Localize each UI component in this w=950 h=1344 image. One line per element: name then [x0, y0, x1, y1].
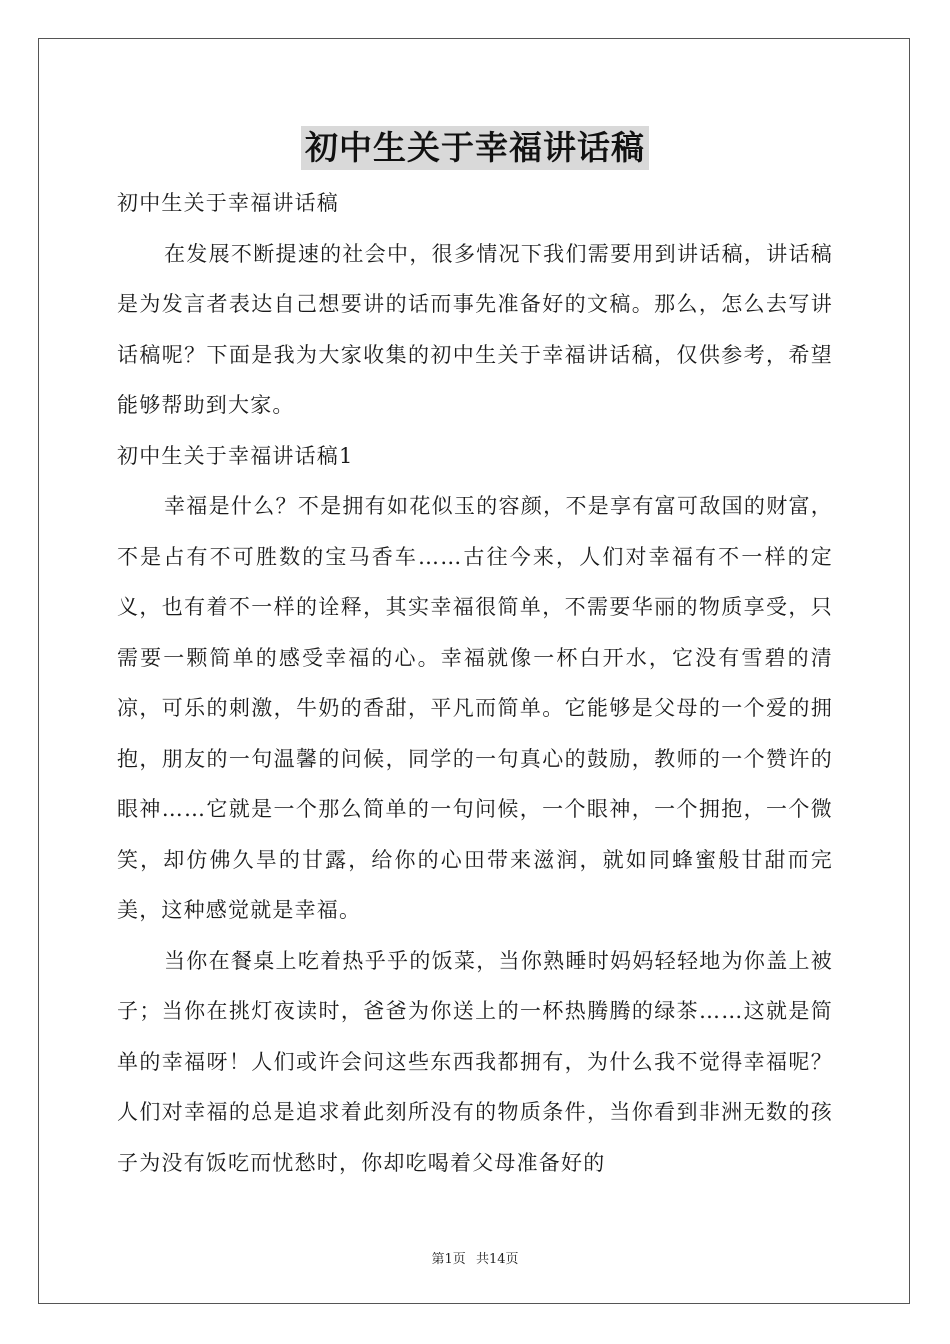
document-subtitle: 初中生关于幸福讲话稿	[117, 191, 339, 215]
page-footer	[0, 1248, 950, 1267]
intro-paragraph: 在发展不断提速的社会中，很多情况下我们需要用到讲话稿，讲话稿是为发言者表达自己想要讲的话而事先准备好的文稿。那么，怎么去写讲话稿呢？下面是我为大家收集的初中生关于幸福讲话稿，仅供参考，希望能够帮助到大家。	[117, 241, 833, 417]
document-title-container	[0, 126, 950, 170]
body-paragraph-1: 幸福是什么？不是拥有如花似玉的容颜，不是享有富可敌国的财富，不是占有不可胜数的宝马香车……古往今来，人们对幸福有不一样的定义，也有着不一样的诠释，其实幸福很简单，不需要华丽的物质享受，只需要一颗简单的感受幸福的心。幸福就像一杯白开水，它没有雪碧的清凉，可乐的刺激，牛奶的香甜，平凡而简单。它能够是父母的一个爱的拥抱，朋友的一句温馨的问候，同学的一句真心的鼓励，教师的一个赞许的眼神……它就是一个那么简单的一句问候，一个眼神，一个拥抱，一个微笑，却仿佛久旱的甘露，给你的心田带来滋润，就如同蜂蜜般甘甜而完美，这种感觉就是幸福。	[117, 494, 833, 922]
body-paragraph-2: 当你在餐桌上吃着热乎乎的饭菜，当你熟睡时妈妈轻轻地为你盖上被子；当你在挑灯夜读时，爸爸为你送上的一杯热腾腾的绿茶……这就是简单的幸福呀！人们或许会问这些东西我都拥有，为什么我不觉得幸福呢？人们对幸福的总是追求着此刻所没有的物质条件，当你看到非洲无数的孩子为没有饭吃而忧愁时，你却吃喝着父母准备好的	[117, 948, 833, 1175]
section-heading: 初中生关于幸福讲话稿1	[117, 443, 354, 468]
page-number: 第1页	[431, 1252, 466, 1267]
document-body	[117, 178, 833, 1188]
page-total: 共14页	[475, 1252, 519, 1267]
document-title: 初中生关于幸福讲话稿	[301, 126, 649, 170]
